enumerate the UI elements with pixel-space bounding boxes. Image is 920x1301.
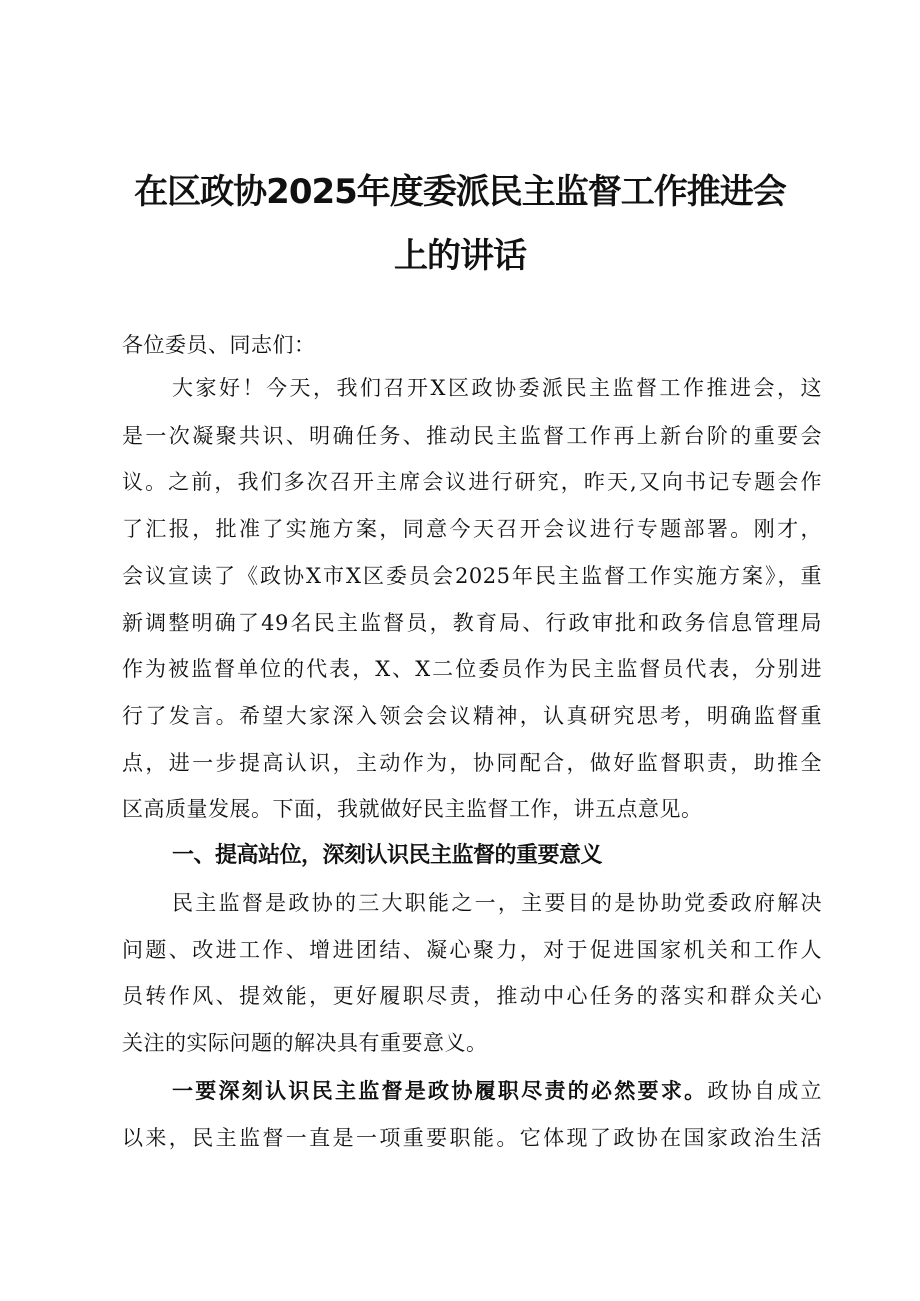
- paragraph3-first-rest: 政协自成立: [707, 1079, 823, 1103]
- paragraph1-line: 是一次凝聚共识、明确任务、推动民主监督工作再上新台阶的重要会: [122, 424, 822, 448]
- section-heading-1: 一、提高站位，深刻认识民主监督的重要意义: [172, 843, 603, 868]
- document-title-line-1: 在区政协2025年度委派民主监督工作推进会: [134, 172, 786, 212]
- salutation: 各位委员、同志们：: [122, 333, 316, 357]
- paragraph1-line: 大家好！今天，我们召开X区政协委派民主监督工作推进会，这: [172, 376, 822, 400]
- paragraph2-line: 民主监督是政协的三大职能之一，主要目的是协助党委政府解决: [172, 891, 822, 915]
- paragraph1-line: 议。之前，我们多次召开主席会议进行研究，昨天,又向书记专题会作: [122, 470, 822, 494]
- paragraph1-line: 行了发言。希望大家深入领会会议精神，认真研究思考，明确监督重: [122, 704, 822, 728]
- paragraph3-bold-lead: 一要深刻认识民主监督是政协履职尽责的必然要求。: [172, 1078, 708, 1103]
- paragraph1-line: 作为被监督单位的代表，X、X二位委员作为民主监督员代表，分别进: [122, 657, 822, 681]
- paragraph2-line: 员转作风、提效能，更好履职尽责，推动中心任务的落实和群众关心: [122, 984, 822, 1008]
- paragraph1-line: 点，进一步提高认识，主动作为，协同配合，做好监督职责，助推全: [122, 751, 822, 775]
- paragraph1-line: 新调整明确了49名民主监督员，教育局、行政审批和政务信息管理局: [122, 611, 822, 635]
- paragraph1-line: 区高质量发展。下面，我就做好民主监督工作，讲五点意见。: [122, 797, 703, 821]
- paragraph2-line: 问题、改进工作、增进团结、凝心聚力，对于促进国家机关和工作人: [122, 938, 822, 962]
- paragraph3-first-line: [172, 1076, 822, 1106]
- paragraph1-line: 会议宣读了《政协X市X区委员会2025年民主监督工作实施方案》，重: [122, 564, 822, 588]
- document-title-line-2: 上的讲话: [394, 236, 526, 276]
- paragraph2-line: 关注的实际问题的解决具有重要意义。: [122, 1031, 488, 1055]
- paragraph3-line: 以来，民主监督一直是一项重要职能。它体现了政协在国家政治生活: [122, 1126, 822, 1150]
- paragraph1-line: 了汇报，批准了实施方案，同意今天召开会议进行专题部署。刚才，: [122, 517, 822, 541]
